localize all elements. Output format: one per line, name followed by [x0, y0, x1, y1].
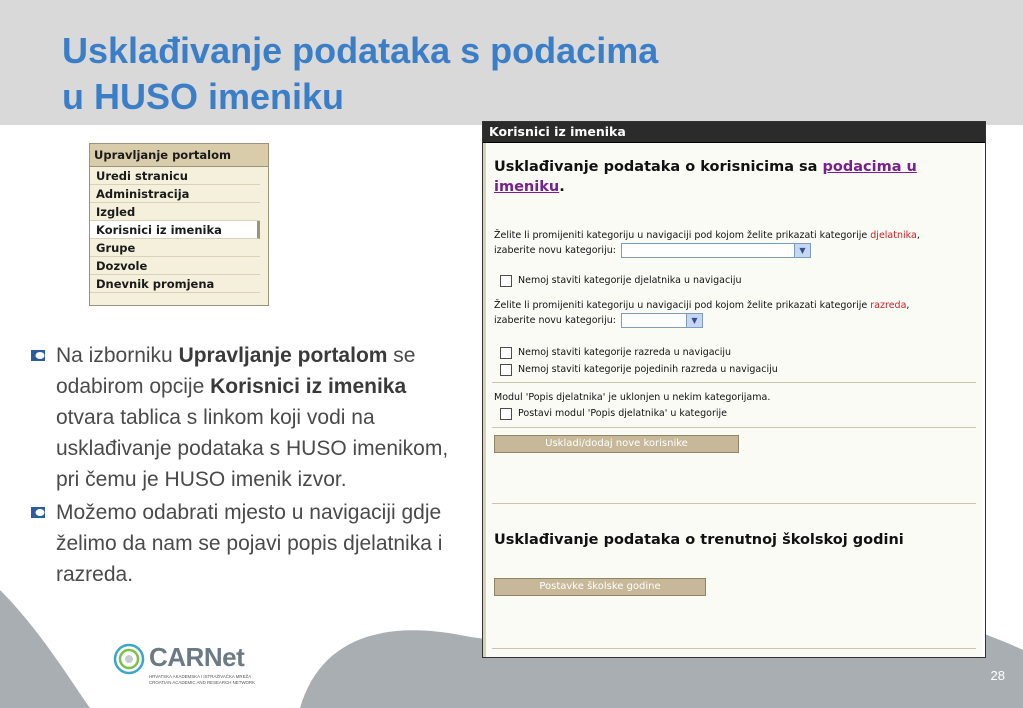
menu-item-dnevnik-promjena[interactable]: Dnevnik promjena [90, 275, 260, 293]
checkbox-icon[interactable] [500, 347, 512, 359]
menu-item-izgled[interactable]: Izgled [90, 203, 260, 221]
title-line-2: u HUSO imeniku [62, 76, 345, 117]
divider [492, 503, 976, 504]
q1-end: , [916, 230, 920, 241]
carnet-logo [112, 642, 262, 687]
module-note: Modul 'Popis djelatnika' je uklonjen u nekim kategorijama. [494, 392, 771, 403]
menu-item-administracija[interactable]: Administracija [90, 185, 260, 203]
select-arrow-icon: ▼ [686, 314, 702, 327]
q1-line2: izaberite novu kategoriju: [494, 245, 616, 256]
checkbox-icon[interactable] [500, 408, 512, 420]
q1-text: Želite li promijeniti kategoriju u navigaciji pod kojom želite prikazati kategorije [494, 230, 871, 241]
menu-header: Upravljanje portalom [90, 144, 268, 167]
checkbox-icon[interactable] [500, 275, 512, 287]
cb4-label: Postavi modul 'Popis djelatnika' u kategorije [518, 408, 727, 419]
panel-heading [494, 157, 979, 197]
checkbox-icon[interactable] [500, 364, 512, 376]
sync-users-button[interactable]: Uskladi/dodaj nove korisnike [494, 435, 739, 453]
title-line-1: Usklađivanje podataka s podacima [62, 30, 659, 71]
menu-item-uredi-stranicu[interactable]: Uredi stranicu [90, 167, 260, 185]
portal-admin-menu [89, 143, 269, 306]
employee-category-select[interactable] [621, 243, 811, 258]
heading-text: Usklađivanje podataka o korisnicima sa [494, 159, 823, 175]
checkbox-row-4 [494, 406, 727, 421]
slide-title [62, 28, 658, 120]
bullet-2-text: Možemo odabrati mjesto u navigaciji gdje želimo da nam se pojavi popis djelatnika i razreda. [56, 501, 443, 586]
q2-line2: izaberite novu kategoriju: [494, 315, 616, 326]
panel-body [483, 143, 982, 657]
logo-sub-line-2: CROATIAN ACADEMIC AND RESEARCH NETWORK [149, 679, 256, 685]
bullet-2 [28, 497, 468, 590]
question-classes [494, 298, 979, 328]
bullet-1-text-1: Na izborniku [56, 344, 179, 367]
checkbox-row-3 [494, 362, 778, 377]
bullet-1-bold-2: Korisnici iz imenika [210, 375, 407, 398]
menu-item-grupe[interactable]: Grupe [90, 239, 260, 257]
checkbox-row-2 [494, 345, 731, 360]
divider [492, 382, 976, 383]
bullet-1 [28, 340, 468, 495]
logo-subtitle [149, 674, 269, 685]
q2-red: razreda [870, 300, 907, 311]
bullet-1-bold-1: Upravljanje portalom [178, 344, 388, 367]
directory-data-link[interactable]: podacima u imeniku [494, 159, 917, 195]
page-number: 28 [990, 668, 1005, 683]
cb3-label: Nemoj staviti kategorije pojedinih razreda u navigaciju [518, 364, 778, 375]
bullet-icon [31, 350, 45, 361]
question-employees [494, 228, 979, 258]
panel-title: Korisnici iz imenika [483, 122, 985, 143]
cb2-label: Nemoj staviti kategorije razreda u navigaciju [518, 347, 732, 358]
carnet-logo-icon [112, 642, 146, 676]
divider [492, 427, 976, 428]
logo-sub-line-1: HRVATSKA AKADEMSKA I ISTRAŽIVAČKA MREŽA [149, 674, 252, 679]
school-year-heading: Usklađivanje podataka o trenutnoj školskoj godini [494, 532, 904, 548]
menu-item-dozvole[interactable]: Dozvole [90, 257, 260, 275]
directory-users-panel [482, 121, 986, 658]
menu-item-korisnici-iz-imenika[interactable]: Korisnici iz imenika [90, 221, 260, 239]
school-year-settings-button[interactable]: Postavke školske godine [494, 578, 706, 596]
bullet-1-text-2: se odabirom opcije [56, 344, 416, 398]
q2-text: Želite li promijeniti kategoriju u navigaciji pod kojom želite prikazati kategorije [494, 300, 871, 311]
bullet-list [28, 340, 468, 592]
cb1-label: Nemoj staviti kategorije djelatnika u navigaciju [518, 275, 742, 286]
logo-name: CARNet [149, 642, 245, 672]
bullet-1-text-3: otvara tablica s linkom koji vodi na usklađivanje podataka s HUSO imenikom, pri čemu je HUSO imenik izvor. [56, 406, 449, 491]
select-arrow-icon: ▼ [794, 244, 810, 257]
checkbox-row-1 [494, 273, 742, 288]
class-category-select[interactable] [621, 313, 703, 328]
bullet-icon [31, 507, 45, 518]
q1-red: djelatnika [870, 230, 917, 241]
heading-end: . [559, 179, 565, 195]
divider [492, 648, 976, 649]
q2-end: , [906, 300, 910, 311]
